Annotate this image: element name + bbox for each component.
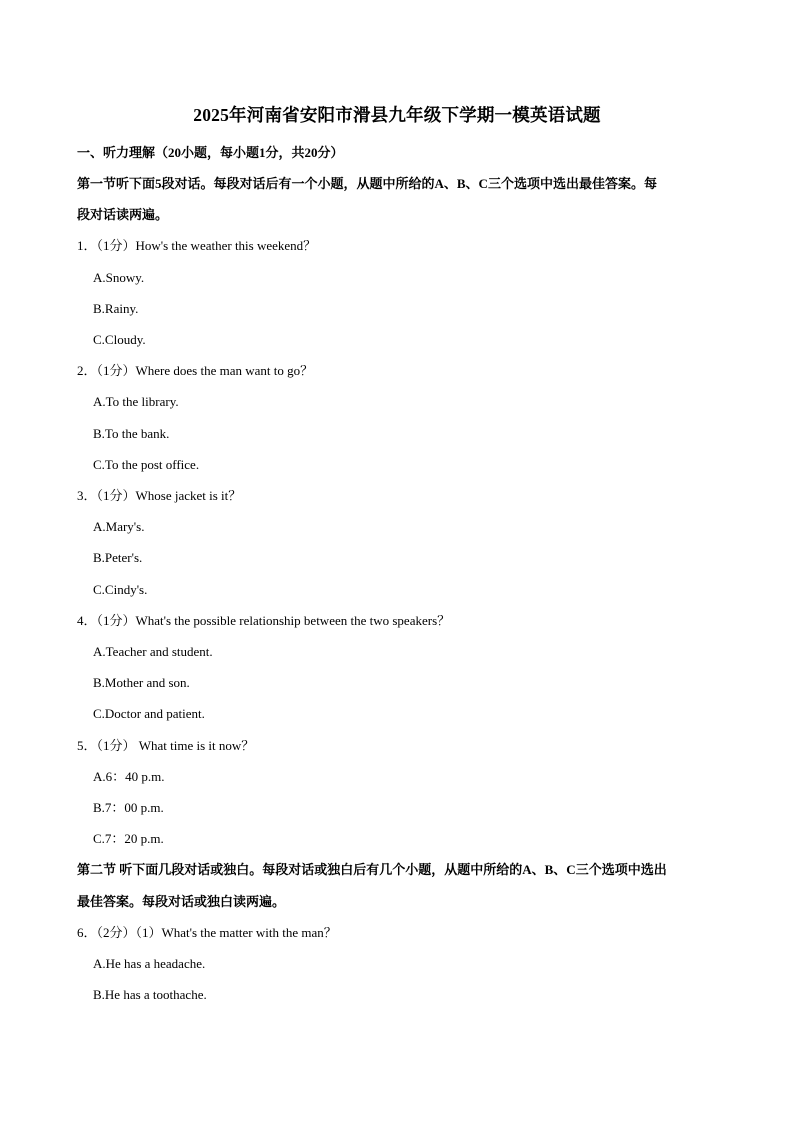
question-5-option-b: B.7：00 p.m. bbox=[93, 800, 164, 815]
question-4-option-a: A.Teacher and student. bbox=[93, 644, 213, 659]
question-3-option-b: B.Peter's. bbox=[93, 550, 143, 565]
part2-instruction-line1: 第二节 听下面几段对话或独白。每段对话或独白后有几个小题，从题中所给的A、B、C三个选项中选出 bbox=[77, 862, 667, 877]
question-1-stem: 1．（1分）How's the weather this weekend？ bbox=[77, 238, 317, 253]
question-6-option-a: A.He has a headache. bbox=[93, 956, 206, 971]
part1-instruction-line2: 段对话读两遍。 bbox=[77, 207, 169, 222]
question-6-stem: 6．（2分）（1）What's the matter with the man？ bbox=[77, 925, 337, 940]
section-heading: 一、听力理解（20小题，每小题1分，共20分） bbox=[77, 145, 344, 160]
question-1-option-b: B.Rainy. bbox=[93, 301, 139, 316]
question-1-option-c: C.Cloudy. bbox=[93, 332, 146, 347]
question-4-option-c: C.Doctor and patient. bbox=[93, 706, 205, 721]
question-3-option-c: C.Cindy's. bbox=[93, 582, 148, 597]
question-2-option-b: B.To the bank. bbox=[93, 426, 170, 441]
question-6-option-b: B.He has a toothache. bbox=[93, 987, 207, 1002]
question-5-option-c: C.7：20 p.m. bbox=[93, 831, 164, 846]
question-2-option-a: A.To the library. bbox=[93, 394, 179, 409]
question-1-option-a: A.Snowy. bbox=[93, 270, 145, 285]
question-5-stem: 5．（1分） What time is it now？ bbox=[77, 738, 255, 753]
part1-instruction-line1: 第一节听下面5段对话。每段对话后有一个小题，从题中所给的A、B、C三个选项中选出最佳答案。每 bbox=[77, 176, 657, 191]
question-4-option-b: B.Mother and son. bbox=[93, 675, 190, 690]
question-4-stem: 4．（1分）What's the possible relationship between the two speakers？ bbox=[77, 613, 451, 628]
exam-title: 2025年河南省安阳市滑县九年级下学期一模英语试题 bbox=[193, 105, 601, 125]
question-2-stem: 2．（1分）Where does the man want to go？ bbox=[77, 363, 314, 378]
part2-instruction-line2: 最佳答案。每段对话或独白读两遍。 bbox=[77, 894, 286, 909]
question-3-option-a: A.Mary's. bbox=[93, 519, 145, 534]
question-5-option-a: A.6：40 p.m. bbox=[93, 769, 165, 784]
question-3-stem: 3．（1分）Whose jacket is it？ bbox=[77, 488, 242, 503]
question-2-option-c: C.To the post office. bbox=[93, 457, 200, 472]
